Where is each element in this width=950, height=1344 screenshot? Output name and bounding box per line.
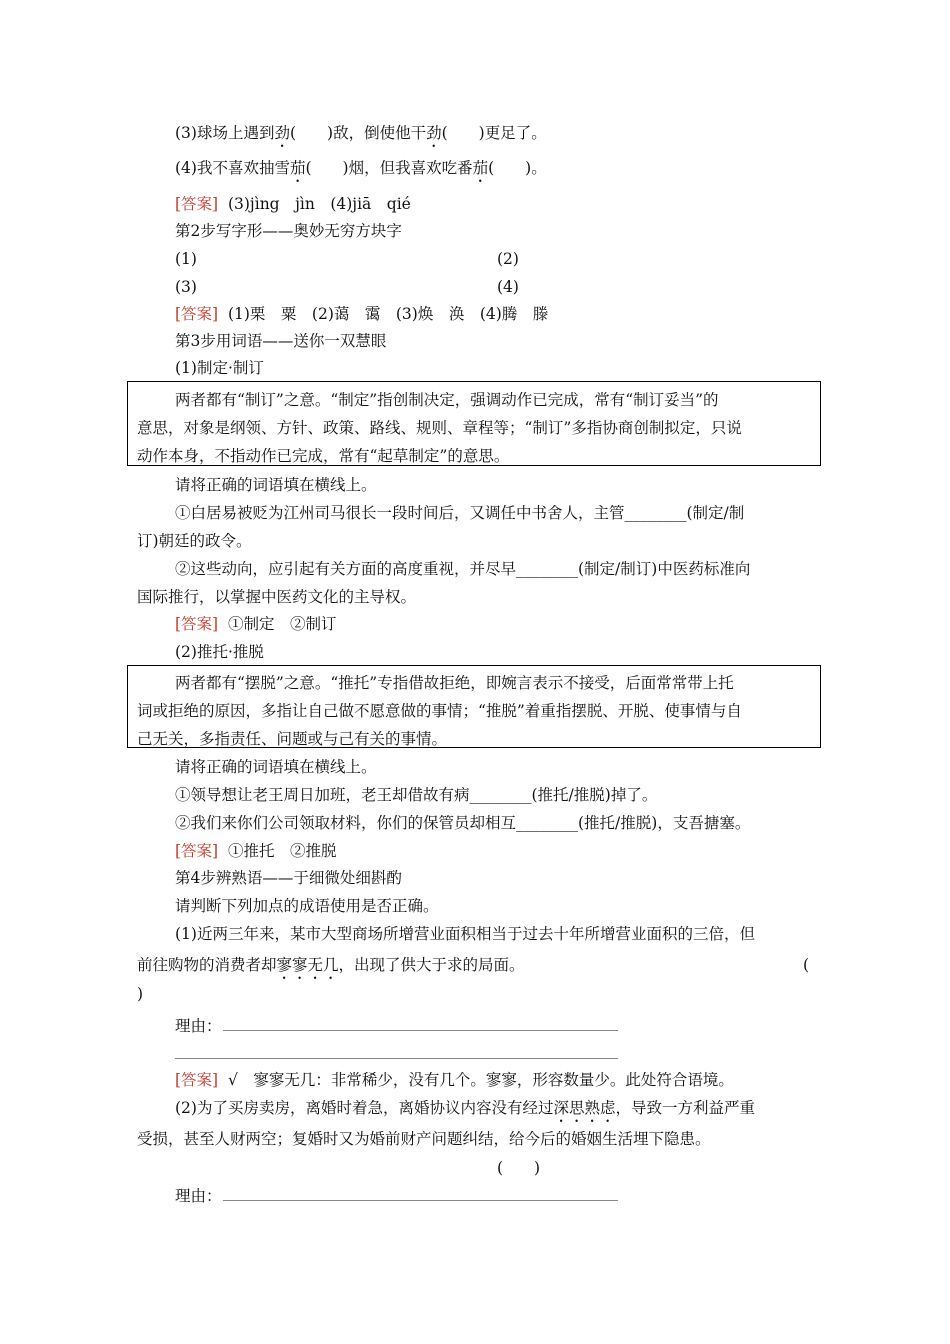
answer-paren: ( ) [497,1159,541,1177]
idiom-question-2-line-1 [175,1098,755,1126]
glyph-item-1: (1) [175,250,197,268]
box-line: 两者都有“制订”之意。“制定”指创制决定，强调动作已完成，常有“制订妥当”的 [175,391,719,409]
glyph-answer [175,304,548,324]
dotted-idiom: 寥寥无几 [276,956,339,974]
answer-tag: [答案] [175,615,219,633]
glyph-item-4: (4) [497,278,519,296]
text: (2)为了买房卖房，离婚时着急，离婚协议内容没有经过 [175,1099,554,1117]
step2-heading: 第2步写字形——奥妙无穷方块字 [175,222,402,240]
answer-tag: [答案] [175,1071,219,1089]
pair2-title: (2)推托·推脱 [175,643,264,661]
dotted-char: 茄 [472,159,489,177]
reason-label-2: 理由： [175,1187,222,1205]
idiom-question-1-line-1: (1)近两三年来，某市大型商场所增营业面积相当于过去十年所增营业面积的三倍，但 [175,925,755,943]
box-line: 词或拒绝的原因，多指让自己做不愿意做的事情；“推脱”着重指摆脱、开脱、使事情与自 [137,702,742,720]
box-line: 己无关，多指责任、问题或与己有关的事情。 [137,730,448,748]
p1-answer [175,614,336,634]
p1-question-2-line-2: 国际推行，以掌握中医药文化的主导权。 [137,588,417,606]
p1-question-1-line-1: ①白居易被贬为江州司马很长一段时间后，又调任中书舍人，主管________(制定/制 [175,504,745,522]
answer-paren-open: ( [803,956,810,974]
step3-heading: 第3步用词语——送你一双慧眼 [175,332,387,350]
answer-paren-close: ) [137,985,144,1003]
reason-underline[interactable] [223,1200,618,1201]
box-line: 两者都有“摆脱”之意。“推托”专指借故拒绝，即婉言表示不接受，后面常常带上托 [175,674,734,692]
step4-heading: 第4步辨熟语——于细微处细斟酌 [175,869,402,887]
answer-text: ①推托 ②推脱 [227,842,337,860]
question-3-pinyin [175,123,547,151]
text: ( )。 [488,159,547,177]
box-line: 意思，对象是纲领、方针、政策、路线、规则、章程等；“制订”多指协商创制拟定，只说 [137,419,742,437]
idiom-question-2-line-2: 受损，甚至人财两空；复婚时又为婚前财产问题纠结，给今后的婚姻生活埋下隐患。 [137,1130,711,1148]
p2-question-1: ①领导想让老王周日加班，老王却借故有病________(推托/推脱)掉了。 [175,786,658,804]
answer-tag: [答案] [175,195,219,213]
instruction-2: 请将正确的词语填在横线上。 [175,758,377,776]
answer-tag: [答案] [175,305,219,323]
text: (4)我不喜欢抽雪 [175,159,290,177]
text: ( )敌，倒使他干 [289,124,427,142]
p1-question-2-line-1: ②这些动向，应引起有关方面的高度重视，并尽早________(制定/制订)中医药标准向 [175,560,751,578]
text: ( )烟，但我喜欢吃番 [305,159,473,177]
answer-text: √ 寥寥无几：非常稀少，没有几个。寥寥，形容数量少。此处符合语境。 [227,1071,734,1089]
text: 前往购物的消费者却 [137,956,277,974]
pinyin-answer [175,194,411,214]
pair1-explanation-box [127,381,821,466]
pair2-explanation-box [127,665,821,748]
reason-label-1: 理由： [175,1017,222,1035]
text: ，导致一方利益严重 [615,1099,755,1117]
dotted-char: 劲 [426,124,442,142]
dotted-char: 劲 [274,124,290,142]
glyph-item-2: (2) [497,250,519,268]
reason-underline[interactable] [175,1058,618,1059]
answer-text: (3)jìng jìn (4)jiā qié [227,195,411,213]
box-line: 动作本身，不指动作已完成，常有“起草制定”的意思。 [137,447,510,465]
answer-text: (1)栗 粟 (2)蔼 霭 (3)焕 涣 (4)腾 滕 [227,305,549,323]
answer-text: ①制定 ②制订 [227,615,337,633]
p2-question-2: ②我们来你们公司领取材料，你们的保管员却相互________(推托/推脱)，支吾搪塞。 [175,814,751,832]
idiom-instruction: 请判断下列加点的成语使用是否正确。 [175,897,439,915]
glyph-item-3: (3) [175,278,197,296]
instruction-1: 请将正确的词语填在横线上。 [175,476,377,494]
text: ( )更足了。 [441,124,547,142]
p1-question-1-line-2: 订)朝廷的政令。 [137,532,252,550]
idiom-question-1-line-2 [137,955,525,983]
pair1-title: (1)制定·制订 [175,359,264,377]
question-4-pinyin [175,158,547,186]
answer-tag: [答案] [175,842,219,860]
idiom-q1-answer [175,1070,734,1090]
text: (3)球场上遇到 [175,124,275,142]
dotted-idiom: 深思熟虑 [553,1099,616,1117]
reason-underline[interactable] [223,1030,618,1031]
dotted-char: 茄 [289,159,306,177]
text: ，出现了供大于求的局面。 [338,956,525,974]
p2-answer [175,841,336,861]
